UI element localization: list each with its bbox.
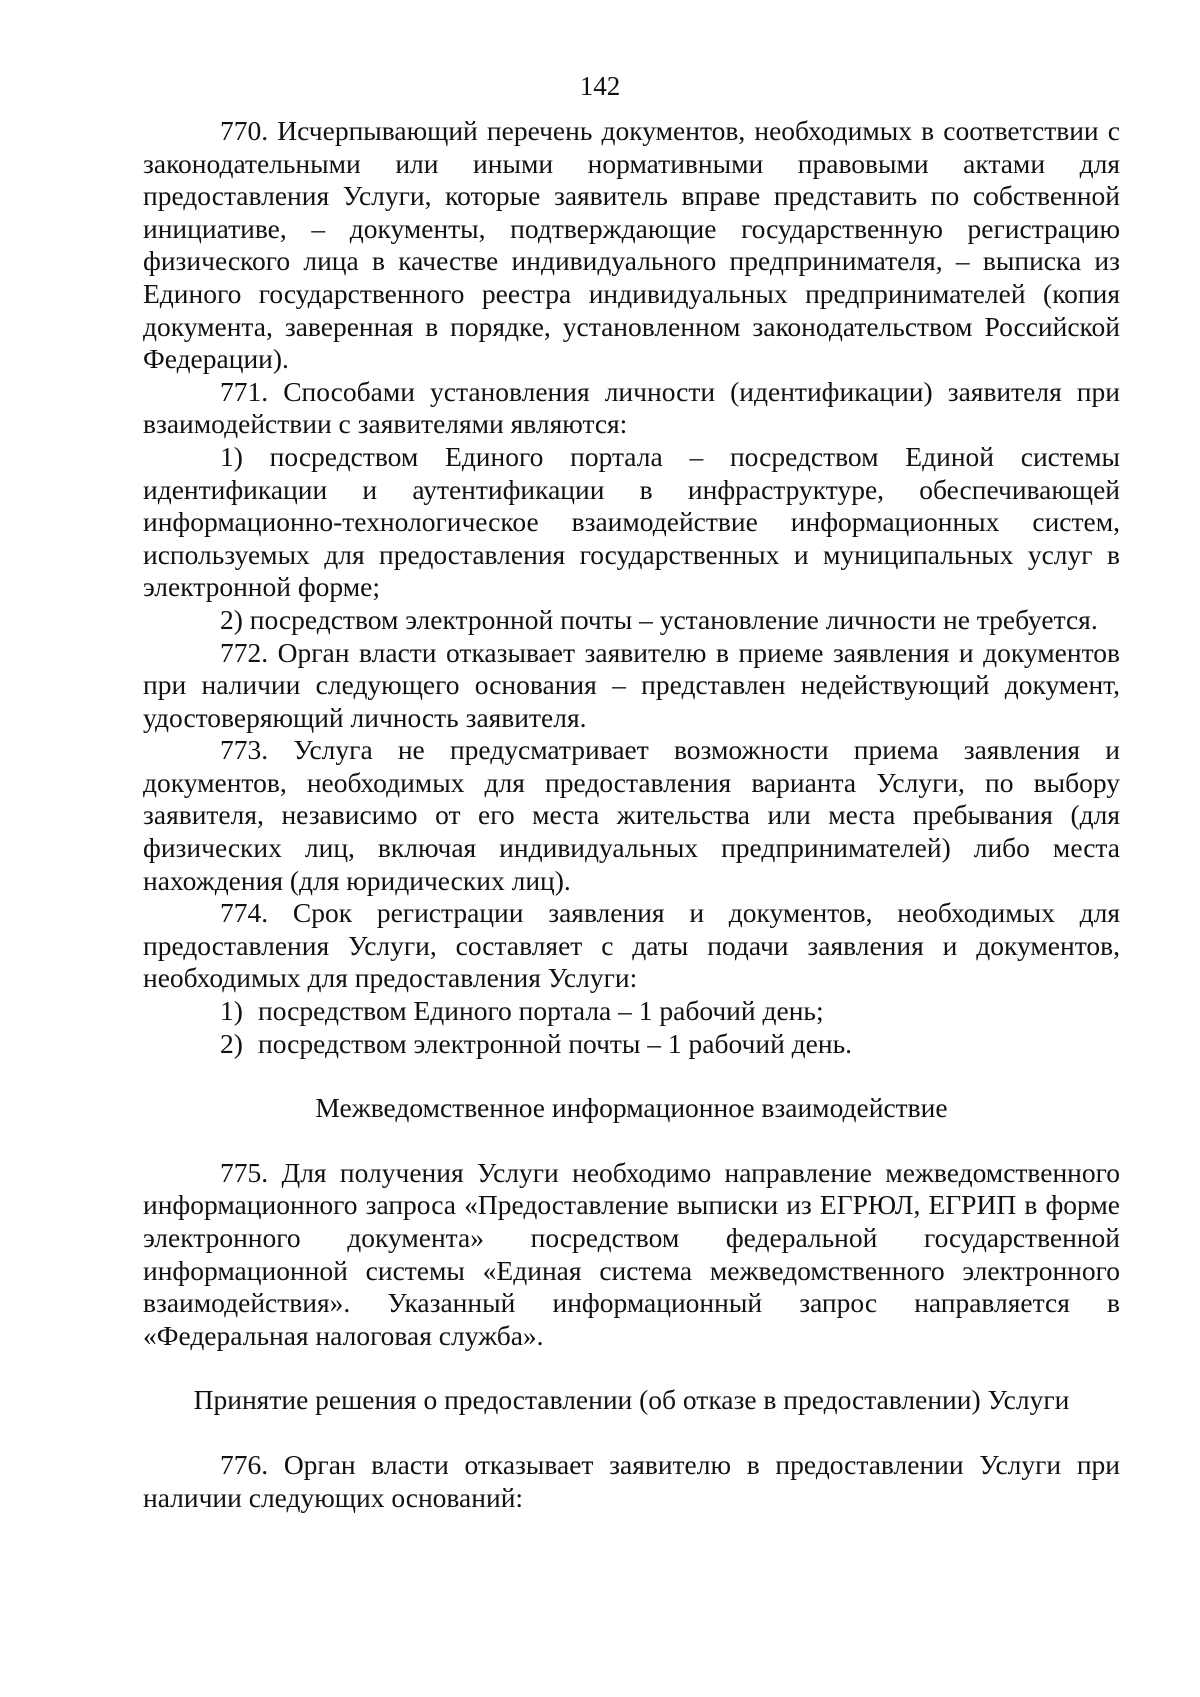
paragraph-771: 771. Способами установления личности (идентификации) заявителя при взаимодействии с заявителями являются: [143,375,1120,440]
paragraph-774: 774. Срок регистрации заявления и документов, необходимых для предоставления Услуги, составляет с даты подачи заявления и документов, необходимых для предоставления Услуги: [143,897,1120,994]
paragraph-773: 773. Услуга не предусматривает возможности приема заявления и документов, необходимых для предоставления варианта Услуги, по выбору заявителя, независимо от его места жительства или места пребывания (для физических лиц, включая индивидуальных предпринимателей) либо места нахождения (для юридических лиц). [143,734,1120,896]
page-number: 142 [579,71,621,101]
list-item [143,1028,1120,1061]
list-item [143,995,1120,1028]
list-item-text: посредством Единого портала – 1 рабочий день; [258,995,824,1027]
paragraph-770: 770. Исчерпывающий перечень документов, необходимых в соответствии с законодательными или иными нормативными правовыми актами для предоставления Услуги, которые заявитель вправе представить по собственной инициативе, – документы, подтверждающие государственную регистрацию физического лица в качестве индивидуального предпринимателя, – выписка из Единого государственного реестра индивидуальных предпринимателей (копия документа, заверенная в порядке, установленном законодательством Российской Федерации). [143,115,1120,375]
section-heading-decision: Принятие решения о предоставлении (об отказе в предоставлении) Услуги [193,1384,1070,1416]
document-body [143,115,1120,1514]
list-item-text: посредством электронной почты – 1 рабочий день. [258,1027,852,1059]
list-item-number: 2) [220,1027,243,1059]
list-item-number: 1) [220,995,243,1027]
paragraph-771-item-2: 2) посредством электронной почты – установление личности не требуется. [220,603,1098,635]
paragraph-776: 776. Орган власти отказывает заявителю в предоставлении Услуги при наличии следующих оснований: [143,1448,1120,1513]
paragraph-771-item-1: 1) посредством Единого портала – посредством Единой системы идентификации и аутентификации в инфраструктуре, обеспечивающей информационно-технологическое взаимодействие информационных систем, используемых для предоставления государственных и муниципальных услуг в электронной форме; [143,440,1120,603]
section-heading-interagency: Межведомственное информационное взаимодействие [315,1092,948,1124]
paragraph-775: 775. Для получения Услуги необходимо направление межведомственного информационного запроса «Предоставление выписки из ЕГРЮЛ, ЕГРИП в форме электронного документа» посредством федеральной государственной информационной системы «Единая система межведомственного электронного взаимодействия». Указанный информационный запрос направляется в «Федеральная налоговая служба». [143,1156,1120,1351]
paragraph-772: 772. Орган власти отказывает заявителю в приеме заявления и документов при наличии следующего основания – представлен недействующий документ, удостоверяющий личность заявителя. [143,636,1120,733]
